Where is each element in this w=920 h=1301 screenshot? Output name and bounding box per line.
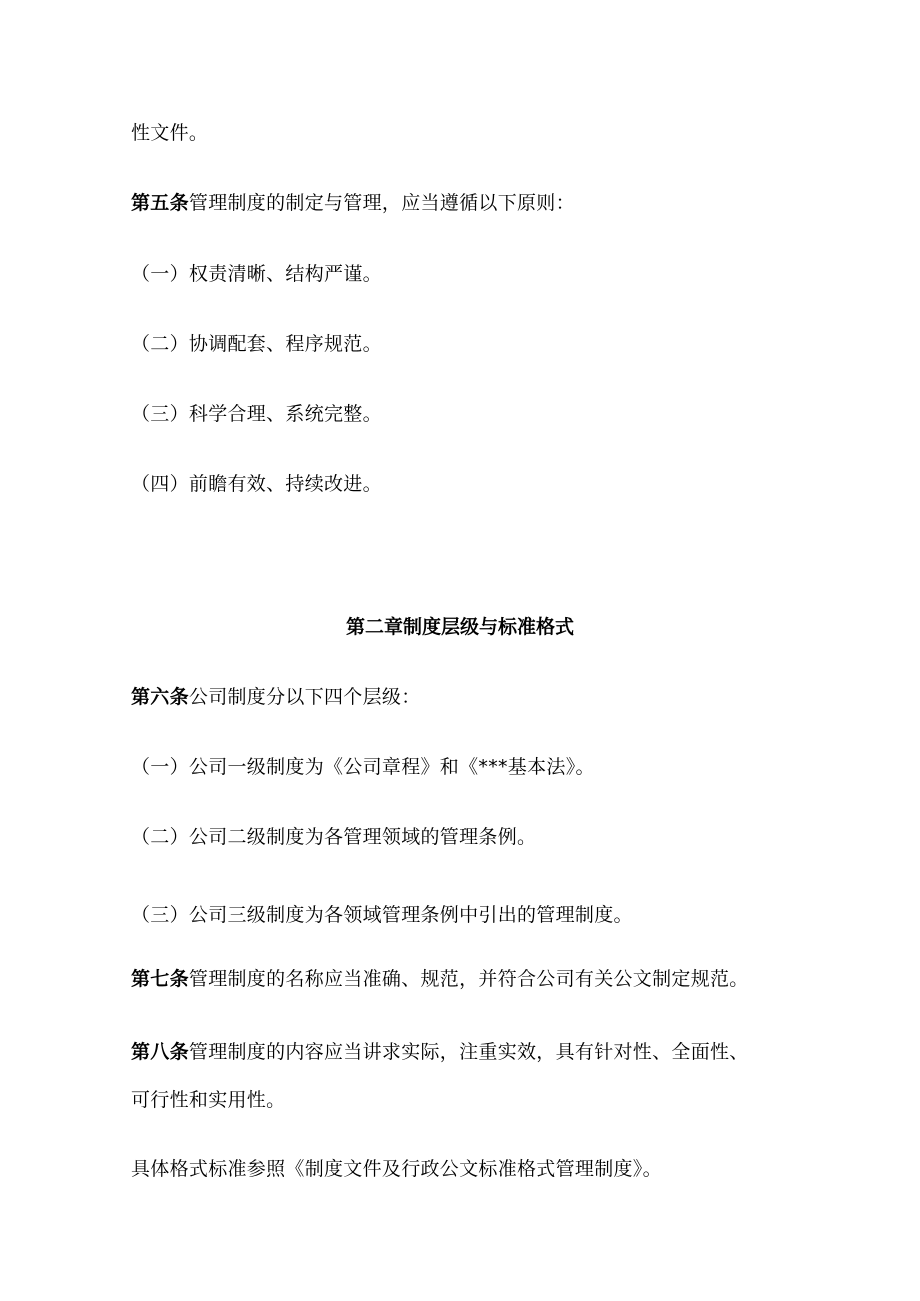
article-5-item-1: （一）权责清晰、结构严谨。: [131, 263, 382, 285]
article-5-item-2: （二）协调配套、程序规范。: [131, 333, 382, 355]
article-5-label: 第五条: [131, 192, 189, 214]
article-8-label: 第八条: [131, 1041, 189, 1063]
article-6-item-1: （一）公司一级制度为《公司章程》和《***基本法》。: [131, 756, 595, 778]
continuation-text: 性文件。: [131, 122, 209, 144]
article-7: [131, 967, 749, 991]
article-5-item-4: （四）前瞻有效、持续改进。: [131, 473, 382, 495]
article-5-text: 管理制度的制定与管理，应当遵循以下原则：: [188, 192, 575, 214]
format-reference: 具体格式标准参照《制度文件及行政公文标准格式管理制度》。: [131, 1158, 662, 1180]
article-8-text: 管理制度的内容应当讲求实际，注重实效，具有针对性、全面性、: [188, 1041, 749, 1063]
article-5-item-3: （三）科学合理、系统完整。: [131, 403, 382, 425]
article-5: [131, 191, 575, 215]
article-6-item-3: （三）公司三级制度为各领域管理条例中引出的管理制度。: [131, 904, 633, 926]
article-6-text: 公司制度分以下四个层级：: [188, 686, 421, 708]
article-6: [131, 685, 421, 709]
article-8-continuation: 可行性和实用性。: [131, 1089, 286, 1111]
article-8: [131, 1040, 749, 1064]
article-6-item-2: （二）公司二级制度为各管理领域的管理条例。: [131, 826, 537, 848]
article-7-label: 第七条: [131, 968, 189, 990]
chapter-2-heading: 第二章制度层级与标准格式: [345, 616, 574, 638]
article-6-label: 第六条: [131, 686, 189, 708]
continuation-line: [131, 121, 208, 145]
article-7-text: 管理制度的名称应当准确、规范，并符合公司有关公文制定规范。: [188, 968, 749, 990]
